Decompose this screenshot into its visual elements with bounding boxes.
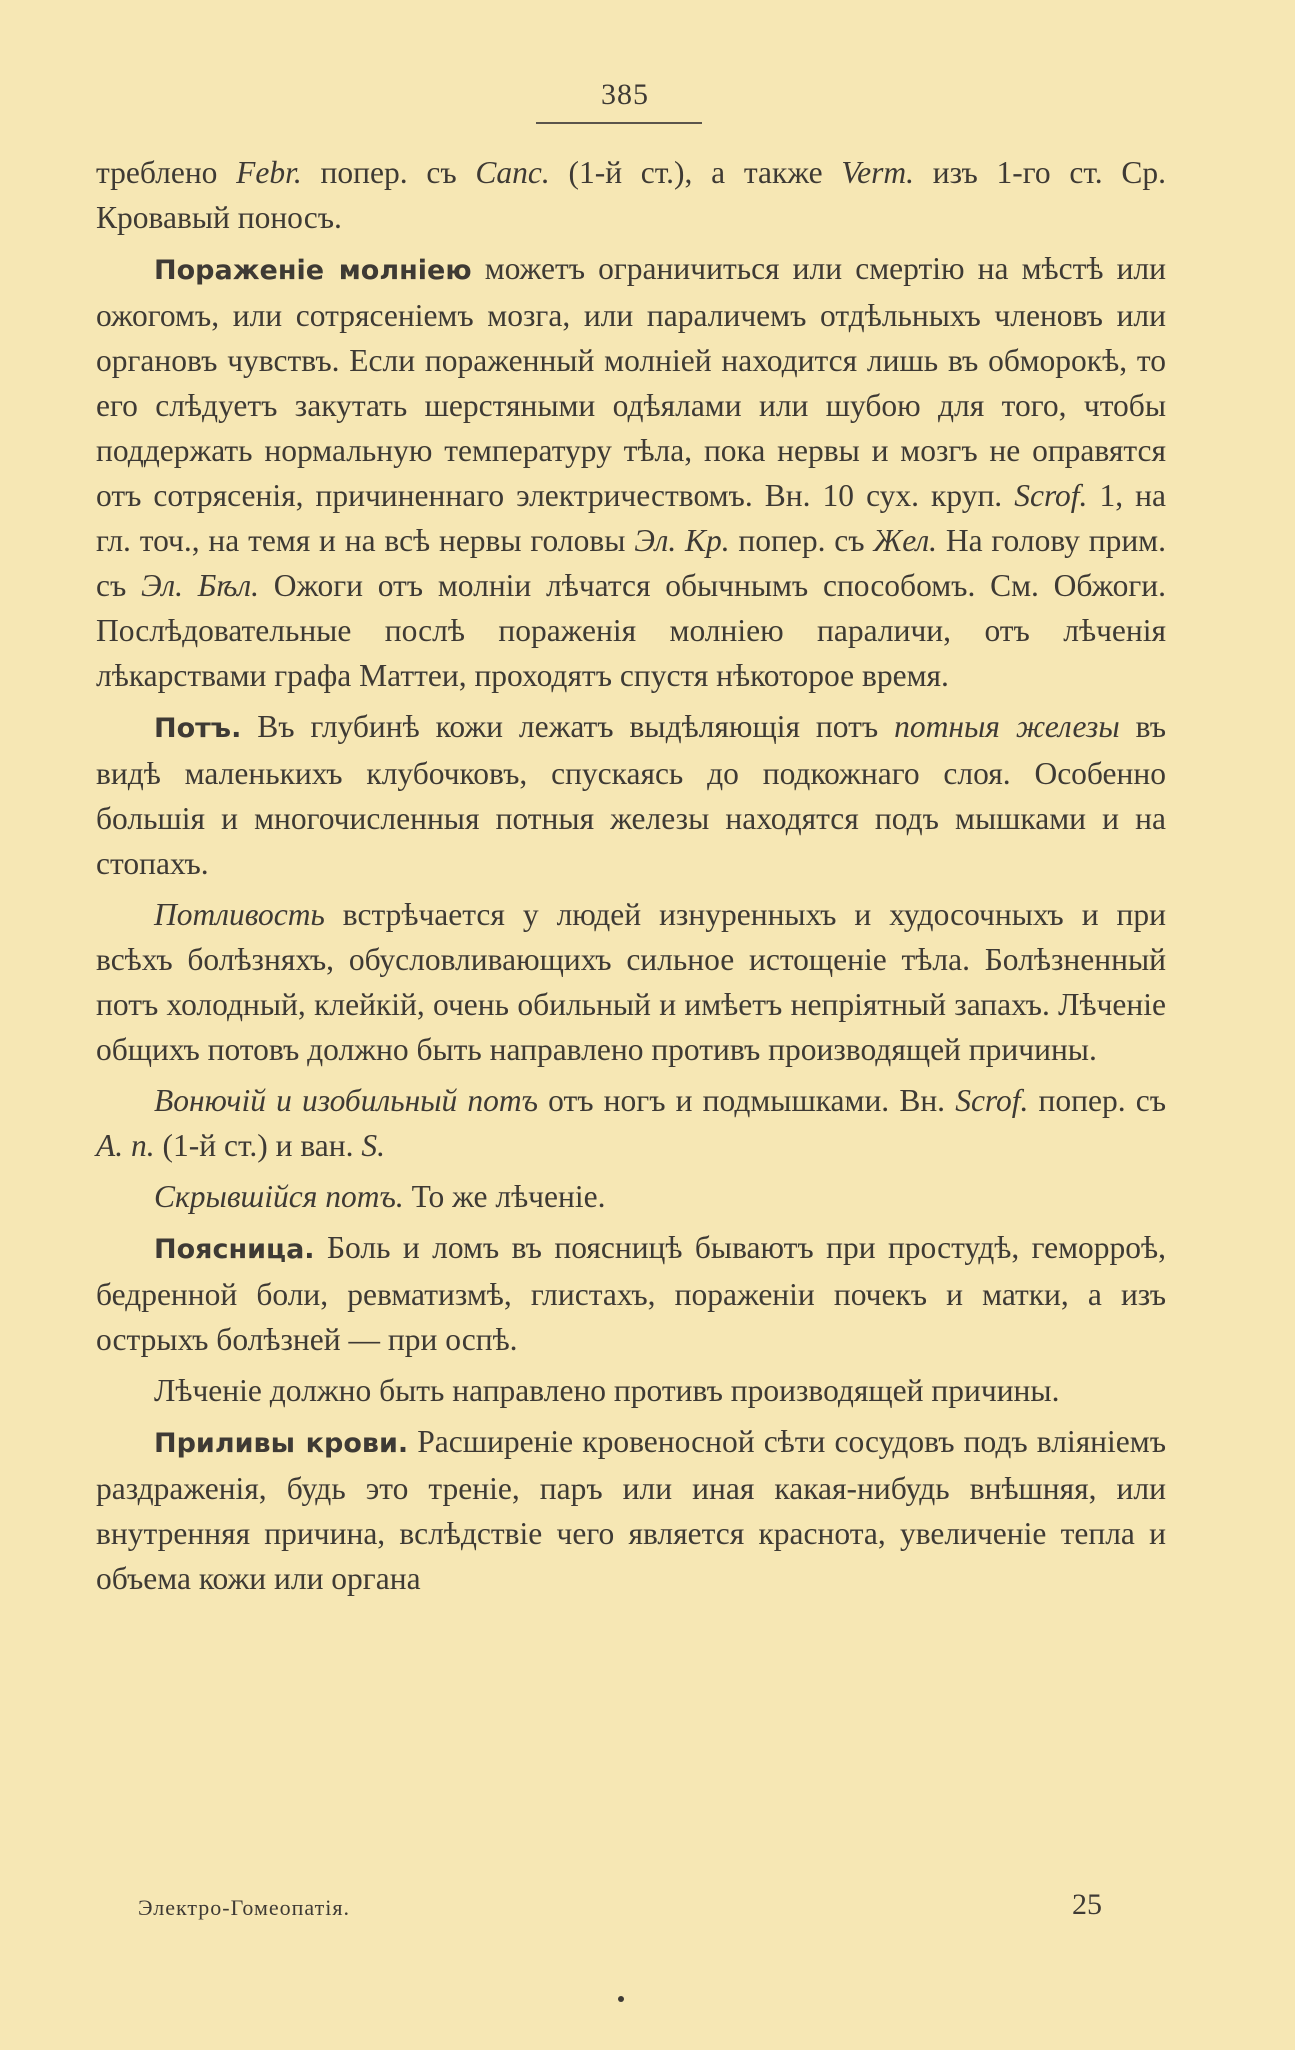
text-run: На голову прим. съ: [96, 523, 1166, 603]
footer-title: Электро-Гомеопатія.: [138, 1895, 350, 1920]
text-run: (1-й ст.), а также: [549, 155, 842, 190]
paragraph-treatment: [96, 1368, 1166, 1413]
text-run: Лѣченіе должно быть направлено противъ производящей причины.: [154, 1373, 1060, 1408]
paragraph-lightning: [96, 246, 1166, 698]
section-heading: Приливы крови.: [154, 1428, 409, 1459]
footer-signature: 25: [1072, 1888, 1102, 1921]
italic-term: Вонючій и изобильный потъ: [154, 1083, 539, 1118]
text-run: попер. съ: [729, 523, 874, 558]
header-rule: [536, 122, 702, 124]
paragraph-0: [96, 150, 1166, 240]
italic-term: Эл. Кр.: [634, 523, 730, 558]
text-run: (1-й ст.) и ван.: [154, 1128, 362, 1163]
paragraph-suppressed-sweat: [96, 1174, 1166, 1219]
text-run: То же лѣченіе.: [403, 1179, 606, 1214]
text-run: Боль и ломъ въ поясницѣ бываютъ при простудѣ, геморроѣ, бедренной боли, ревматизмѣ, глистахъ, пораженіи почекъ и матки, а изъ острыхъ болѣзней — при оспѣ.: [96, 1230, 1166, 1357]
italic-term: Scrof.: [1014, 478, 1088, 513]
text-run: встрѣчается у людей изнуренныхъ и худосочныхъ и при всѣхъ болѣзняхъ, обусловливающихъ сильное истощеніе тѣла. Болѣзненный потъ холодный, клейкій, очень обильный и имѣетъ непріятный запахъ. Лѣченіе общихъ потовъ должно быть направлено противъ производящей причины.: [96, 897, 1166, 1067]
italic-term: Verm.: [841, 155, 914, 190]
italic-term: потныя железы: [894, 709, 1120, 744]
section-heading: Поясница.: [154, 1234, 315, 1265]
text-run: можетъ ограничиться или смертію на мѣстѣ или ожогомъ, или сотрясеніемъ мозга, или параличемъ отдѣльныхъ членовъ или органовъ чувствъ. Если пораженный молніей находится лишь въ обморокѣ, то его слѣдуетъ закутать шерстяными одѣялами или шубою для того, чтобы поддержать нормальную температуру тѣла, пока нервы и мозгъ не оправятся отъ сотрясенія, причиненнаго электричествомъ. Вн. 10 сух. круп.: [96, 251, 1167, 513]
italic-term: Скрывшійся потъ.: [154, 1179, 404, 1214]
text-run: Расширеніе кровеносной сѣти сосудовъ подъ вліяніемъ раздраженія, будь это треніе, паръ или иная какая-нибудь внѣшняя, или внутренняя причина, вслѣдствіе чего является краснота, увеличеніе тепла и объема кожи или органа: [96, 1424, 1166, 1596]
text-run: попер. съ: [1028, 1083, 1167, 1118]
text-run: отъ ногъ и подмышками. Вн.: [538, 1083, 956, 1118]
italic-term: Febr.: [236, 155, 302, 190]
text-run: треблено: [96, 155, 237, 190]
text-run: 1, на гл. точ., на темя и на всѣ нервы головы: [96, 478, 1166, 558]
print-dot: [618, 1996, 624, 2002]
text-run: въ видѣ маленькихъ клубочковъ, спускаясь до подкожнаго слоя. Особенно большія и многочисленныя потныя железы находятся подъ мышками и на стопахъ.: [96, 709, 1166, 881]
italic-term: Потливость: [154, 897, 325, 932]
text-run: Въ глубинѣ кожи лежатъ выдѣляющія потъ: [241, 709, 895, 744]
section-heading: Потъ.: [154, 713, 242, 744]
paragraph-blood-flow: [96, 1419, 1166, 1601]
italic-term: Эл. Бѣл.: [141, 568, 259, 603]
section-heading: Пораженіе молніею: [154, 255, 472, 286]
italic-term: Жел.: [873, 523, 938, 558]
italic-term: Canc.: [475, 155, 550, 190]
paragraph-sweat: [96, 704, 1166, 886]
italic-term: A. n.: [96, 1128, 155, 1163]
page-body: [96, 150, 1166, 1607]
text-run: Ожоги отъ молніи лѣчатся обычнымъ способомъ. См. Обжоги. Послѣдовательные послѣ пораженія молніею параличи, отъ лѣченія лѣкарствами графа Маттеи, проходятъ спустя нѣкоторое время.: [96, 568, 1166, 693]
italic-term: Scrof.: [955, 1083, 1029, 1118]
paragraph-lower-back: [96, 1225, 1166, 1362]
text-run: попер. съ: [301, 155, 476, 190]
italic-term: S.: [361, 1128, 385, 1163]
paragraph-foul-sweat: [96, 1078, 1166, 1168]
paragraph-sweating: [96, 892, 1166, 1072]
page-number: 385: [601, 78, 649, 111]
text-run: изъ 1-го ст. Ср. Кровавый поносъ.: [96, 155, 1167, 235]
